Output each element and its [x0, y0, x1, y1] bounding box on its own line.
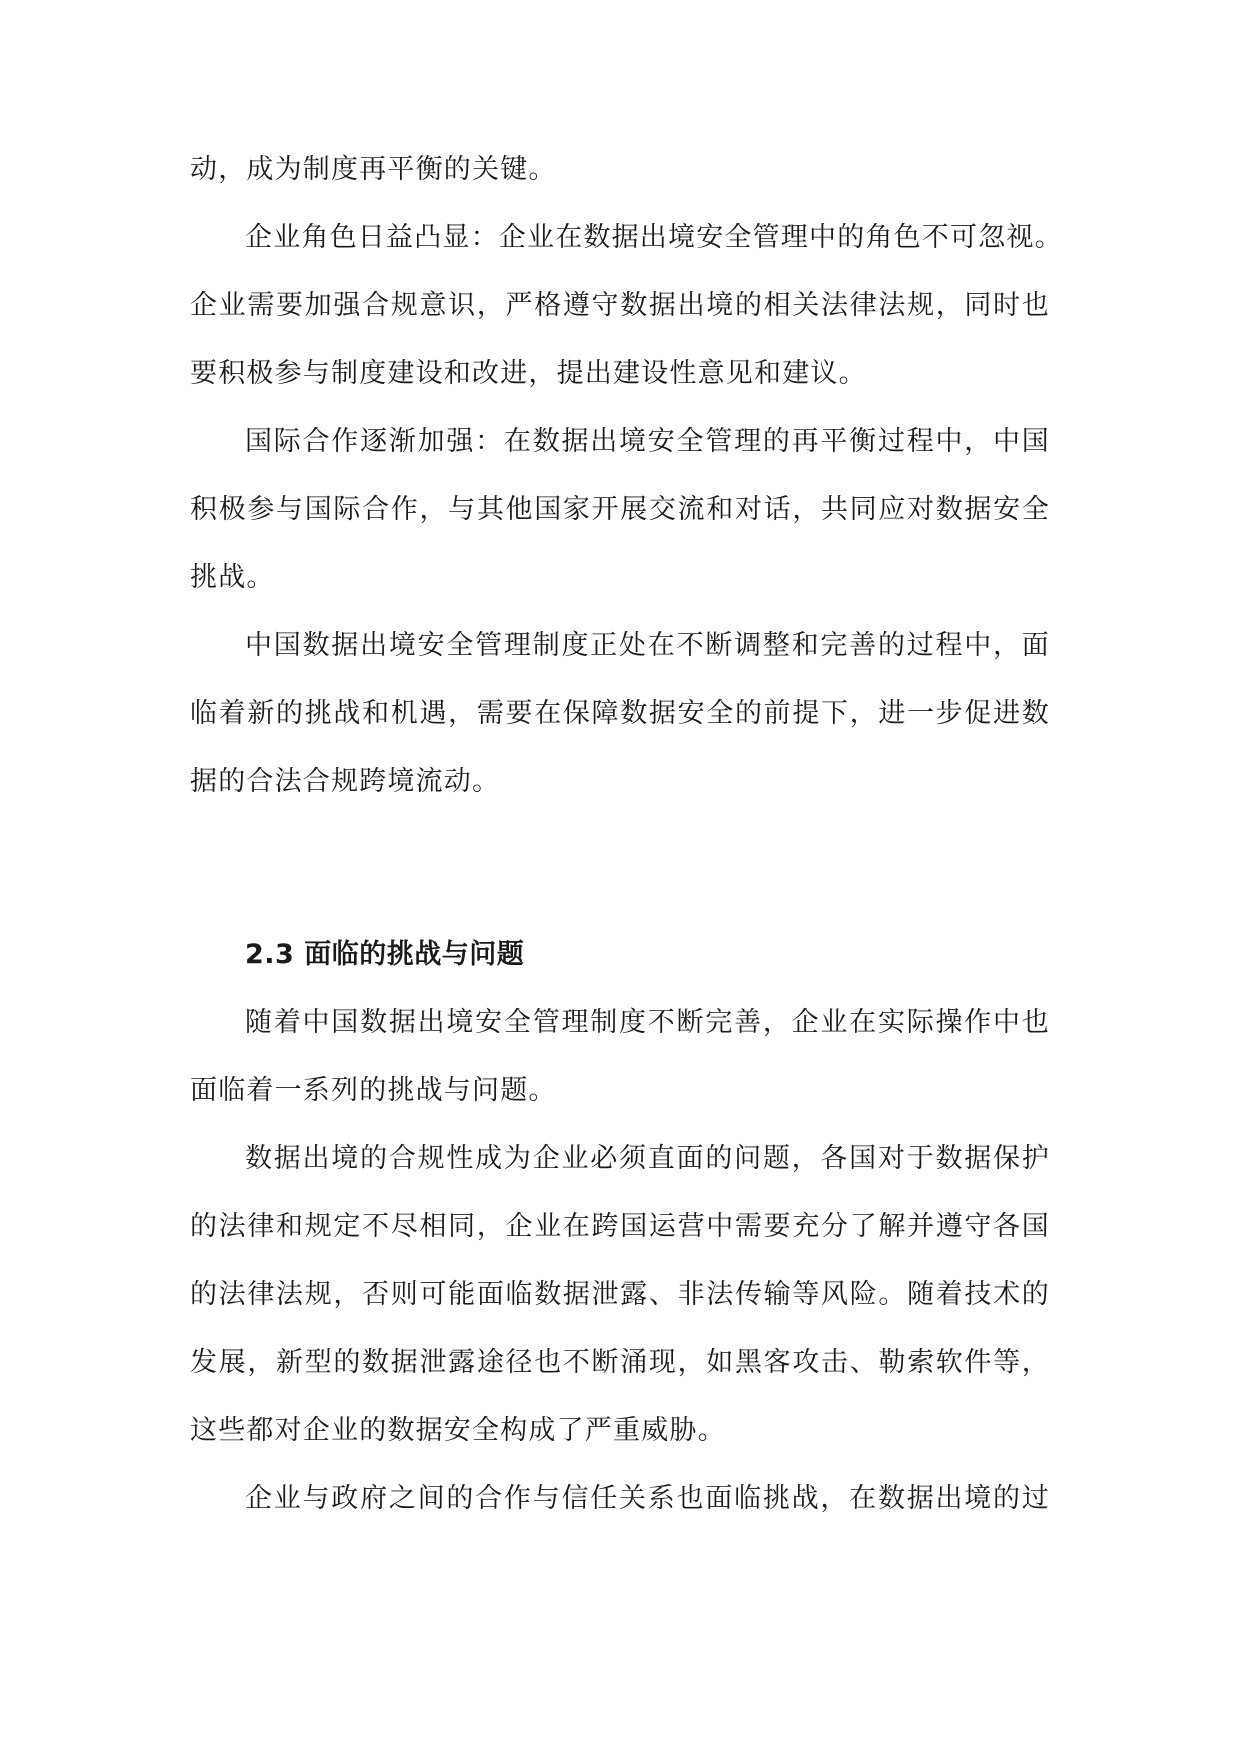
paragraph-line: 面临着一系列的挑战与问题。 [190, 1075, 557, 1106]
section-heading: 2.3 面临的挑战与问题 [245, 939, 525, 970]
paragraph-line: 据的合法合规跨境流动。 [190, 766, 501, 797]
paragraph-line: 这些都对企业的数据安全构成了严重威胁。 [190, 1415, 726, 1446]
paragraph-line: 企业与政府之间的合作与信任关系也面临挑战，在数据出境的过 [245, 1483, 1050, 1514]
paragraph-line: 要积极参与制度建设和改进，提出建设性意见和建议。 [190, 358, 867, 389]
paragraph-line: 临着新的挑战和机遇，需要在保障数据安全的前提下，进一步促进数 [190, 698, 1050, 729]
paragraph-line: 随着中国数据出境安全管理制度不断完善，企业在实际操作中也 [245, 1007, 1050, 1038]
paragraph-line: 挑战。 [190, 562, 275, 593]
paragraph-line: 的法律和规定不尽相同，企业在跨国运营中需要充分了解并遵守各国 [190, 1211, 1050, 1242]
paragraph-line: 发展，新型的数据泄露途径也不断涌现，如黑客攻击、勒索软件等， [190, 1347, 1050, 1378]
paragraph-line: 动，成为制度再平衡的关键。 [190, 154, 557, 185]
paragraph-line: 积极参与国际合作，与其他国家开展交流和对话，共同应对数据安全 [190, 494, 1050, 525]
paragraph-line: 的法律法规，否则可能面临数据泄露、非法传输等风险。随着技术的 [190, 1279, 1050, 1310]
paragraph-line: 企业角色日益凸显：企业在数据出境安全管理中的角色不可忽视。 [245, 222, 1063, 253]
paragraph-line: 中国数据出境安全管理制度正处在不断调整和完善的过程中，面 [245, 630, 1050, 661]
paragraph-line: 企业需要加强合规意识，严格遵守数据出境的相关法律法规，同时也 [190, 290, 1050, 321]
paragraph-line: 国际合作逐渐加强：在数据出境安全管理的再平衡过程中，中国 [245, 426, 1050, 457]
paragraph-line: 数据出境的合规性成为企业必须直面的问题，各国对于数据保护 [245, 1143, 1050, 1174]
